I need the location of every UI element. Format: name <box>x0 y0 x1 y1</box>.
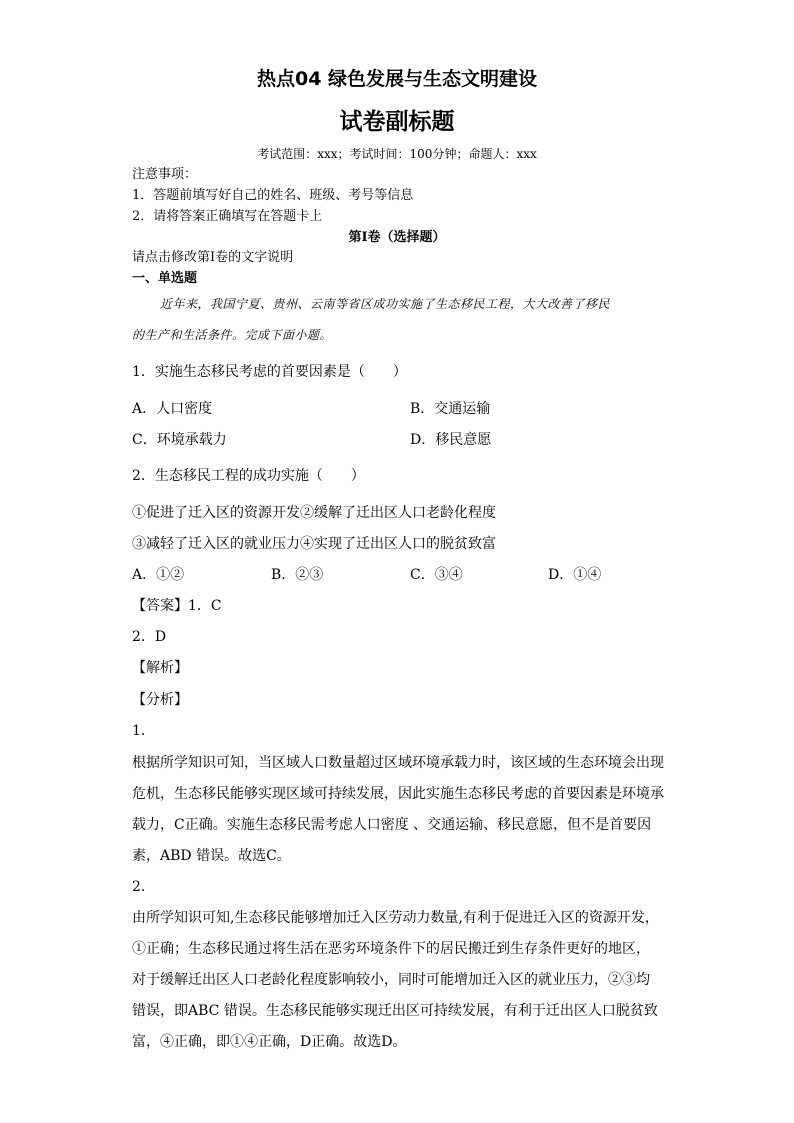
analysis-number: 2． <box>132 879 155 895</box>
part-heading: 一、单选题 <box>132 271 198 286</box>
passage-line: 近年来，我国宁夏、贵州、云南等省区成功实施了生态移民工程，大大改善了移民 <box>160 297 611 311</box>
answer-line: 【答案】1．C <box>132 598 222 614</box>
document-subtitle: 试卷副标题 <box>339 109 455 135</box>
question-1-option-c: C．环境承载力 <box>132 432 227 448</box>
question-2-stem: 2．生态移民工程的成功实施（ ） <box>132 468 365 484</box>
question-2-option-d: D．①④ <box>548 567 602 583</box>
analysis-paragraph-line: 根据所学知识可知，当区域人口数量超过区域环境承载力时，该区域的生态环境会出现 <box>132 755 664 771</box>
analysis-paragraph-line: 危机，生态移民能够实现区域可持续发展，因此实施生态移民考虑的首要因素是环境承 <box>132 786 664 802</box>
analysis-paragraph-line: 富，④正确，即①④正确，D正确。故选D。 <box>132 1034 407 1050</box>
question-2-statements: ①促进了迁入区的资源开发②缓解了迁出区人口老龄化程度 <box>132 505 496 521</box>
question-1-stem: 1．实施生态移民考虑的首要因素是（ ） <box>132 364 407 380</box>
analysis-number: 1． <box>132 723 155 739</box>
passage-line: 的生产和生活条件。完成下面小题。 <box>132 328 333 342</box>
analysis-paragraph-line: 错误，即ABC 错误。生态移民能够实现迁出区可持续发展，有利于迁出区人口脱贫致 <box>132 1003 658 1019</box>
note-item: 2．请将答案正确填写在答题卡上 <box>132 209 323 224</box>
analysis-heading: 【解析】 <box>132 660 188 676</box>
question-1-option-a: A．人口密度 <box>132 401 213 417</box>
question-2-option-c: C．③④ <box>410 567 463 583</box>
question-2-option-a: A．①② <box>132 567 185 583</box>
exam-info: 考试范围：xxx；考试时间：100分钟；命题人：xxx <box>257 147 537 161</box>
note-item: 1．答题前填写好自己的姓名、班级、考号等信息 <box>132 188 414 203</box>
question-2-statements: ③减轻了迁入区的就业压力④实现了迁出区人口的脱贫致富 <box>132 536 496 552</box>
section-title: 第I卷（选择题） <box>348 230 446 245</box>
notes-heading: 注意事项： <box>132 167 198 182</box>
question-1-option-d: D．移民意愿 <box>410 432 492 448</box>
question-2-option-b: B．②③ <box>271 567 324 583</box>
analysis-paragraph-line: 对于缓解迁出区人口老龄化程度影响较小，同时可能增加迁入区的就业压力，②③均 <box>132 972 650 988</box>
answer-line: 2．D <box>132 629 167 645</box>
analysis-paragraph-line: ①正确；生态移民通过将生活在恶劣环境条件下的居民搬迁到生存条件更好的地区， <box>132 941 650 957</box>
document-title: 热点04 绿色发展与生态文明建设 <box>256 68 538 90</box>
section-description: 请点击修改第I卷的文字说明 <box>132 250 294 265</box>
analysis-subheading: 【分析】 <box>132 692 188 708</box>
question-1-option-b: B．交通运输 <box>410 401 491 417</box>
analysis-paragraph-line: 由所学知识可知,生态移民能够增加迁入区劳动力数量,有利于促进迁入区的资源开发， <box>132 910 659 926</box>
analysis-paragraph-line: 素，ABD 错误。故选C。 <box>132 848 291 864</box>
analysis-paragraph-line: 载力，C正确。实施生态移民需考虑人口密度 、交通运输、移民意愿，但不是首要因 <box>132 817 652 833</box>
